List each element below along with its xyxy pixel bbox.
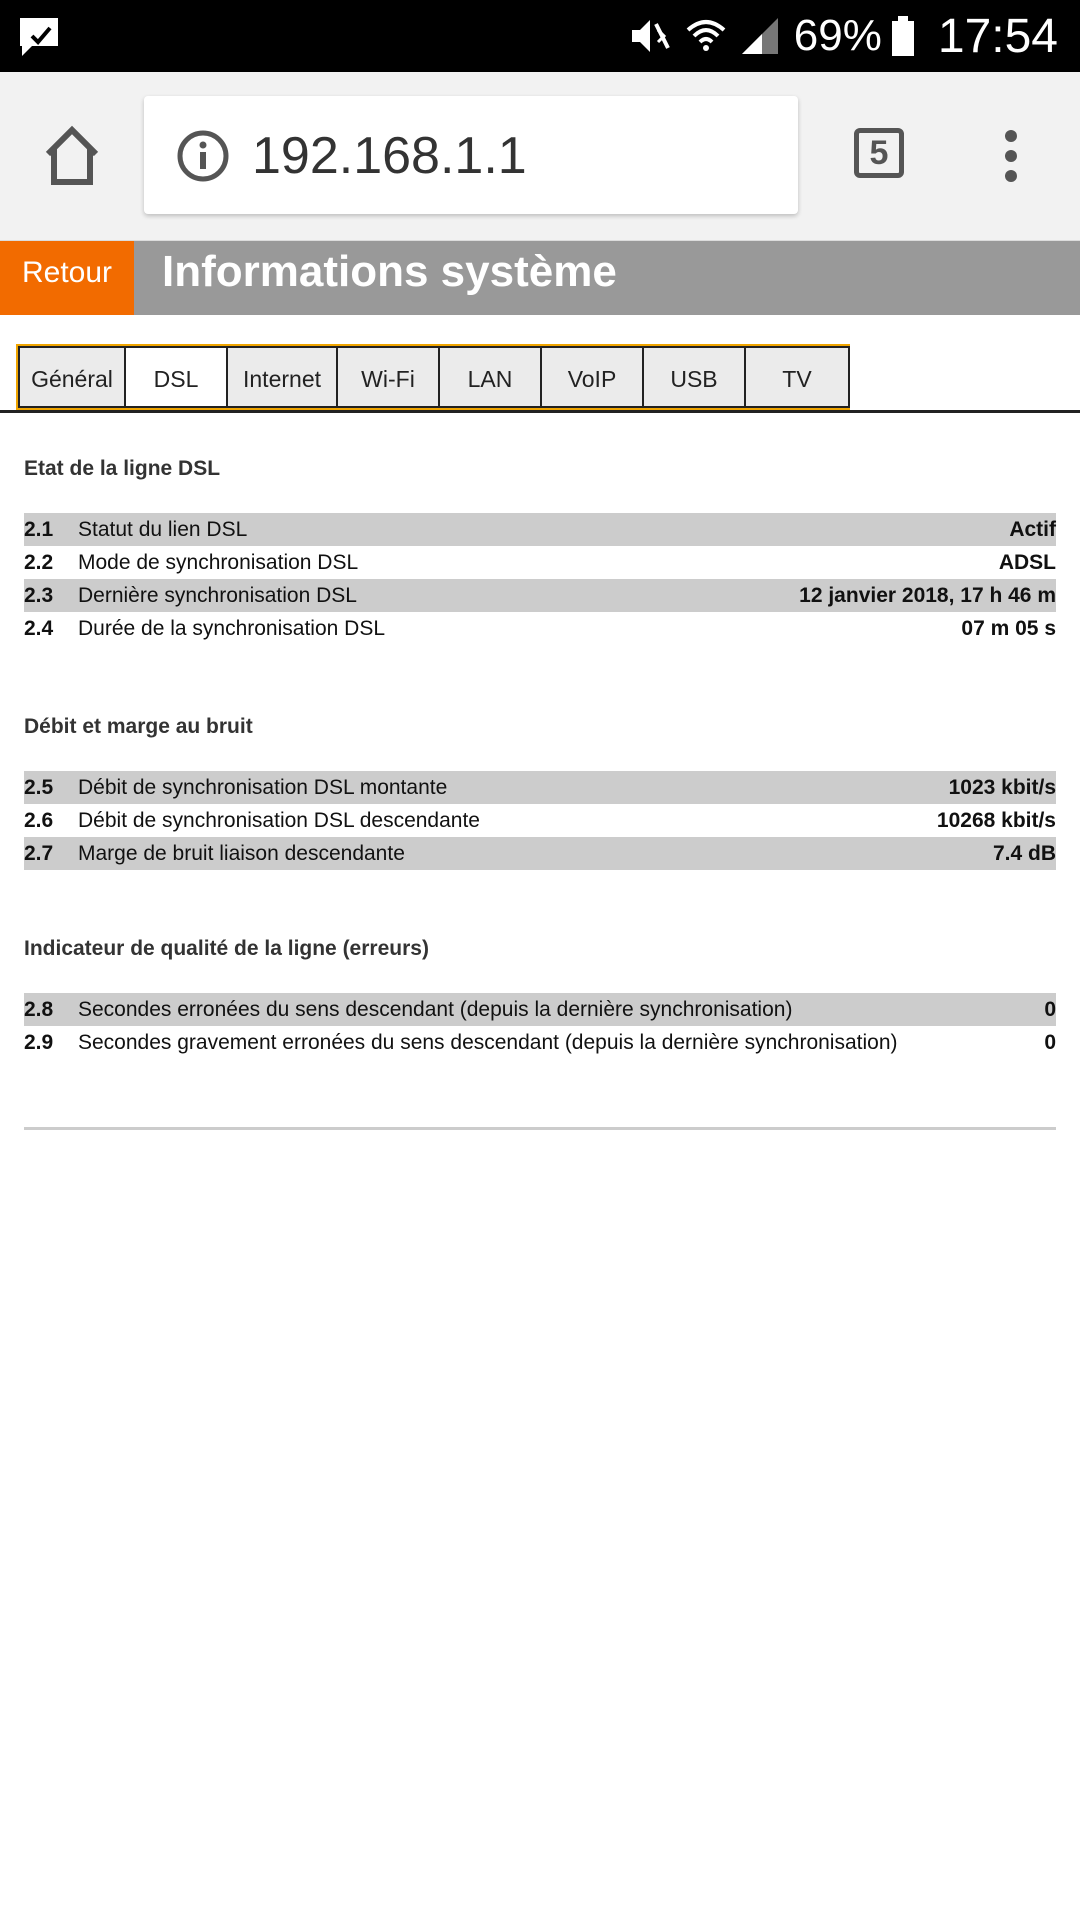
battery-icon: [892, 16, 914, 56]
tab-dsl[interactable]: DSL: [124, 346, 228, 408]
row-label: Durée de la synchronisation DSL: [78, 617, 386, 640]
table-row: [24, 804, 1056, 837]
table-row: [24, 513, 1056, 546]
row-value: 7.4 dB: [992, 842, 1056, 865]
row-value: 0: [1044, 1031, 1056, 1054]
tab-lan[interactable]: LAN: [438, 346, 542, 408]
row-label: Mode de synchronisation DSL: [78, 551, 359, 574]
tab-tv[interactable]: TV: [744, 346, 850, 408]
tab-general[interactable]: Général: [18, 346, 126, 408]
row-label: Secondes erronées du sens descendant (depuis la dernière synchronisation): [78, 998, 793, 1021]
table-row: [24, 579, 1056, 612]
tab-internet[interactable]: Internet: [226, 346, 338, 408]
browser-toolbar: [0, 72, 1080, 242]
row-value: 10268 kbit/s: [936, 809, 1056, 832]
tab-bar: [16, 344, 850, 410]
row-label: Marge de bruit liaison descendante: [78, 842, 405, 865]
row-number: 2.3: [24, 584, 54, 607]
battery-percentage: 69%: [793, 11, 882, 60]
section-title-line-quality: Indicateur de qualité de la ligne (erreurs): [24, 937, 429, 960]
section-title-line-status: Etat de la ligne DSL: [24, 457, 221, 480]
info-icon[interactable]: [176, 129, 230, 183]
signal-icon: [740, 16, 780, 56]
row-value: 07 m 05 s: [961, 617, 1056, 640]
row-value: 12 janvier 2018, 17 h 46 m: [799, 584, 1056, 607]
row-number: 2.6: [24, 809, 54, 832]
back-button[interactable]: Retour: [0, 241, 134, 315]
page-header: [0, 241, 1080, 315]
table-row: [24, 993, 1056, 1026]
row-label: Dernière synchronisation DSL: [78, 584, 357, 607]
home-icon[interactable]: [40, 124, 104, 188]
address-bar[interactable]: [144, 96, 798, 214]
row-value: ADSL: [998, 551, 1056, 574]
rate-noise-table: [24, 771, 1056, 870]
table-row: [24, 771, 1056, 804]
row-label: Débit de synchronisation DSL montante: [78, 776, 448, 799]
bottom-divider: [24, 1127, 1056, 1130]
row-label: Débit de synchronisation DSL descendante: [78, 809, 480, 832]
row-value: Actif: [1009, 518, 1056, 541]
overflow-menu-icon[interactable]: [996, 128, 1026, 184]
row-number: 2.5: [24, 776, 54, 799]
row-number: 2.8: [24, 998, 54, 1021]
row-label: Statut du lien DSL: [78, 518, 248, 541]
tab-usb[interactable]: USB: [642, 346, 746, 408]
page-title: Informations système: [162, 247, 617, 296]
section-title-rate-noise: Débit et marge au bruit: [24, 715, 253, 738]
tabs-divider: [0, 410, 1080, 413]
row-number: 2.2: [24, 551, 54, 574]
tab-voip[interactable]: VoIP: [540, 346, 644, 408]
row-number: 2.7: [24, 842, 54, 865]
wifi-icon: [686, 16, 726, 56]
row-value: 1023 kbit/s: [948, 776, 1056, 799]
table-row: [24, 1026, 1056, 1059]
line-status-table: [24, 513, 1056, 645]
line-quality-table: [24, 993, 1056, 1059]
row-value: 0: [1044, 998, 1056, 1021]
table-row: [24, 837, 1056, 870]
mute-vibrate-icon: [628, 16, 672, 56]
url-text[interactable]: 192.168.1.1: [252, 127, 527, 185]
row-label: Secondes gravement erronées du sens descendant (depuis la dernière synchronisation): [78, 1031, 898, 1054]
row-number: 2.9: [24, 1031, 54, 1054]
row-number: 2.1: [24, 518, 54, 541]
table-row: [24, 612, 1056, 645]
row-number: 2.4: [24, 617, 54, 640]
clock: 17:54: [937, 9, 1058, 63]
message-notification-icon: [18, 16, 60, 58]
status-bar: [0, 0, 1080, 72]
tab-wifi[interactable]: Wi-Fi: [336, 346, 440, 408]
tab-switcher-button[interactable]: 5: [854, 128, 904, 178]
table-row: [24, 546, 1056, 579]
